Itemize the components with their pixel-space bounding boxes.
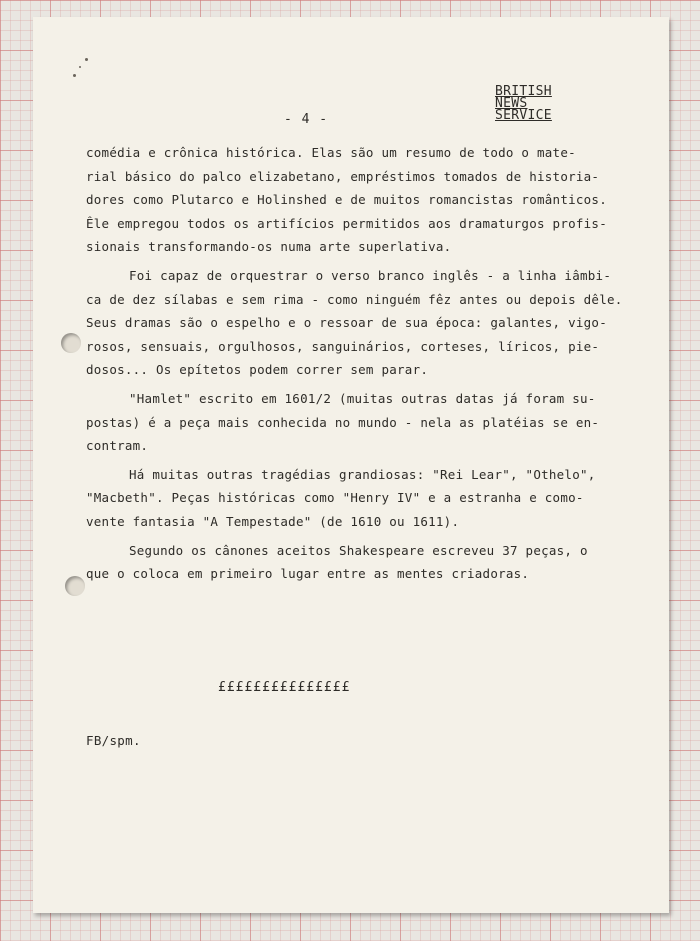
document-page xyxy=(33,17,669,913)
pound-sign-divider: £££££££££££££££ xyxy=(218,680,351,695)
text-line: rosos, sensuais, orgulhosos, sanguinários, corteses, líricos, pie- xyxy=(86,338,600,354)
text-line: "Hamlet" escrito em 1601/2 (muitas outras datas já foram su- xyxy=(129,390,596,406)
letterhead xyxy=(495,86,552,122)
body-text xyxy=(86,141,626,586)
text-line: que o coloca em primeiro lugar entre as mentes criadoras. xyxy=(86,566,530,582)
text-line: Segundo os cânones aceitos Shakespeare escreveu 37 peças, o xyxy=(129,542,588,558)
ink-speck xyxy=(79,66,81,68)
letterhead-line-2: NEWS xyxy=(495,96,528,111)
text-line: rial básico do palco elizabetano, empréstimos tomados de historia- xyxy=(86,168,600,184)
text-line: dores como Plutarco e Holinshed e de muitos romancistas românticos. xyxy=(86,192,607,208)
ink-speck xyxy=(73,74,76,77)
punch-hole xyxy=(61,333,81,353)
ink-speck xyxy=(85,58,88,61)
text-line: "Macbeth". Peças históricas como "Henry IV" e a estranha e como- xyxy=(86,490,584,506)
text-line: ca de dez sílabas e sem rima - como ninguém fêz antes ou depois dêle. xyxy=(86,291,623,307)
text-line: Há muitas outras tragédias grandiosas: "Rei Lear", "Othelo", xyxy=(129,466,596,482)
text-line: sionais transformando-os numa arte superlativa. xyxy=(86,239,452,255)
text-line: contram. xyxy=(86,438,149,454)
punch-hole xyxy=(65,576,85,596)
text-line: vente fantasia "A Tempestade" (de 1610 ou 1611). xyxy=(86,513,460,529)
text-line: postas) é a peça mais conhecida no mundo - nela as platéias se en- xyxy=(86,414,600,430)
text-line: comédia e crônica histórica. Elas são um resumo de todo o mate- xyxy=(86,145,576,160)
text-line: Êle empregou todos os artifícios permitidos aos dramaturgos profis- xyxy=(86,215,607,231)
page-number: - 4 - xyxy=(284,112,329,127)
letterhead-line-1: BRITISH xyxy=(495,84,552,99)
text-line: Seus dramas são o espelho e o ressoar de sua época: galantes, vigo- xyxy=(86,315,607,331)
letterhead-line-3: SERVICE xyxy=(495,108,552,123)
text-line: dosos... Os epítetos podem correr sem parar. xyxy=(86,362,429,378)
text-line: Foi capaz de orquestrar o verso branco inglês - a linha iâmbi- xyxy=(129,267,612,283)
typist-initials: FB/spm. xyxy=(86,733,141,748)
